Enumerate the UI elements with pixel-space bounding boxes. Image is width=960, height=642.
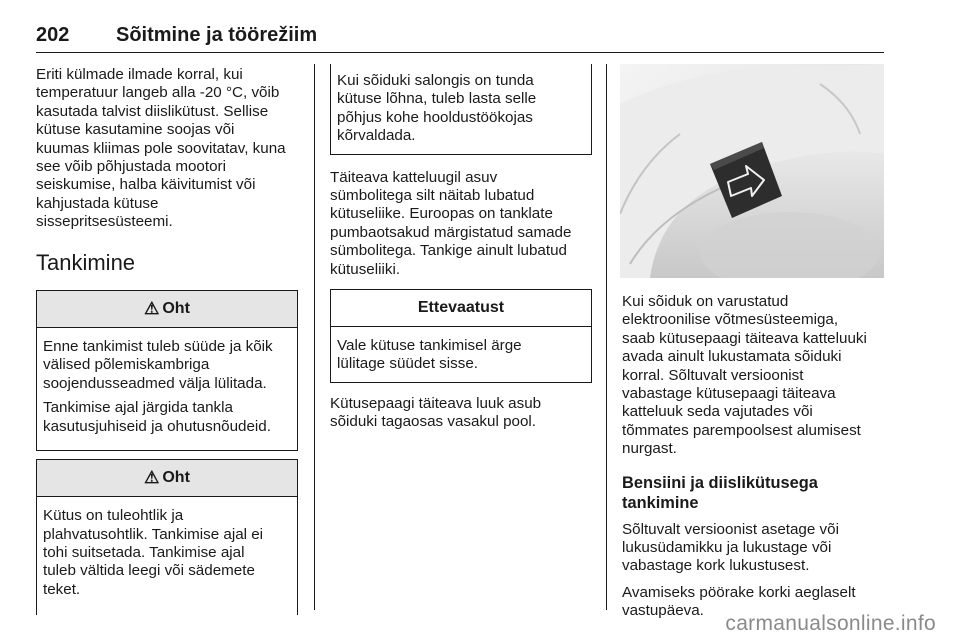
danger-text: Kui sõiduki salongis on tunda kütuse lõhna, tuleb lasta selle põhjus kohe hooldustöökojas kõrvaldada. bbox=[337, 72, 537, 145]
danger-title: Oht bbox=[162, 468, 190, 486]
fuel-door-illustration bbox=[620, 64, 884, 278]
danger-box-2 bbox=[36, 459, 298, 615]
column-3 bbox=[622, 293, 886, 629]
column-divider-1 bbox=[314, 64, 315, 610]
danger-box-continued bbox=[330, 64, 592, 155]
section-title: Tankimine bbox=[36, 249, 136, 275]
subheading: Bensiini ja diislikütusega tankimine bbox=[622, 473, 818, 512]
fuel-door-arrow-icon bbox=[620, 64, 884, 278]
watermark: carmanualsonline.info bbox=[725, 612, 936, 635]
danger-box-1 bbox=[36, 290, 298, 451]
caution-text: Vale kütuse tankimisel ärge lülitage süüdet sisse. bbox=[337, 337, 522, 373]
column-divider-2 bbox=[606, 64, 607, 610]
intro-paragraph: Eriti külmade ilmade korral, kui temperatuur langeb alla -20 °C, võib kasutada talvist diislikütust. Sellise kütuse kasutamine soojas või kuumas kliimas pole soovitatav, kuna see võib põhjustada mootori seiskumise, halba käivitumist või kahjustada kütuse sissepritsesüsteemi. bbox=[36, 66, 286, 231]
paragraph: Kütusepaagi täiteava luuk asub sõiduki tagaosas vasakul pool. bbox=[330, 394, 542, 431]
paragraph: Täiteava katteluugil asuv sümbolitega silt näitab lubatud kütuseliike. Euroopas on tanklate pumbaotsakud märgistatud samade sümbolitega. Tankige ainult lubatud kütuseliiki. bbox=[330, 168, 572, 278]
column-2 bbox=[330, 64, 592, 440]
caution-box bbox=[330, 289, 592, 383]
page-number: 202 bbox=[36, 24, 70, 46]
warning-triangle-icon: ⚠ bbox=[144, 298, 160, 318]
danger-text: Tankimise ajal järgida tankla kasutusjuhiseid ja ohutusnõudeid. bbox=[43, 399, 271, 435]
page-title: Sõitmine ja töörežiim bbox=[116, 24, 318, 46]
page-header bbox=[36, 24, 884, 53]
paragraph: Sõltuvalt versioonist asetage või lukusüdamikku ja lukustage või vabastage kork lukustusest. bbox=[622, 520, 839, 575]
danger-title: Oht bbox=[162, 299, 190, 317]
danger-text: Enne tankimist tuleb süüde ja kõik välised põlemiskambriga soojendusseadmed välja lülitada. bbox=[43, 338, 273, 392]
paragraph: Kui sõiduk on varustatud elektroonilise võtmesüsteemiga, saab kütusepaagi täiteava katteluuki avada ainult lukustamata sõiduki korral. Sõltuvalt versioonist vabastage kütusepaagi täiteava katteluuk seda vajutades või tõmmates parempoolsest alumisest nurgast. bbox=[622, 293, 867, 458]
paragraph: Avamiseks pöörake korki aeglaselt vastupäeva. bbox=[622, 583, 856, 620]
danger-box-header bbox=[37, 290, 297, 328]
caution-title: Ettevaatust bbox=[417, 298, 505, 316]
warning-triangle-icon: ⚠ bbox=[144, 467, 160, 487]
danger-box-header bbox=[37, 459, 297, 497]
danger-text: Kütus on tuleohtlik ja plahvatusohtlik. Tankimise ajal ei tohi suitsetada. Tankimise ajal tuleb vältida leegi või sädemete teket. bbox=[43, 507, 264, 598]
column-1 bbox=[36, 66, 298, 615]
caution-box-header bbox=[331, 289, 591, 327]
